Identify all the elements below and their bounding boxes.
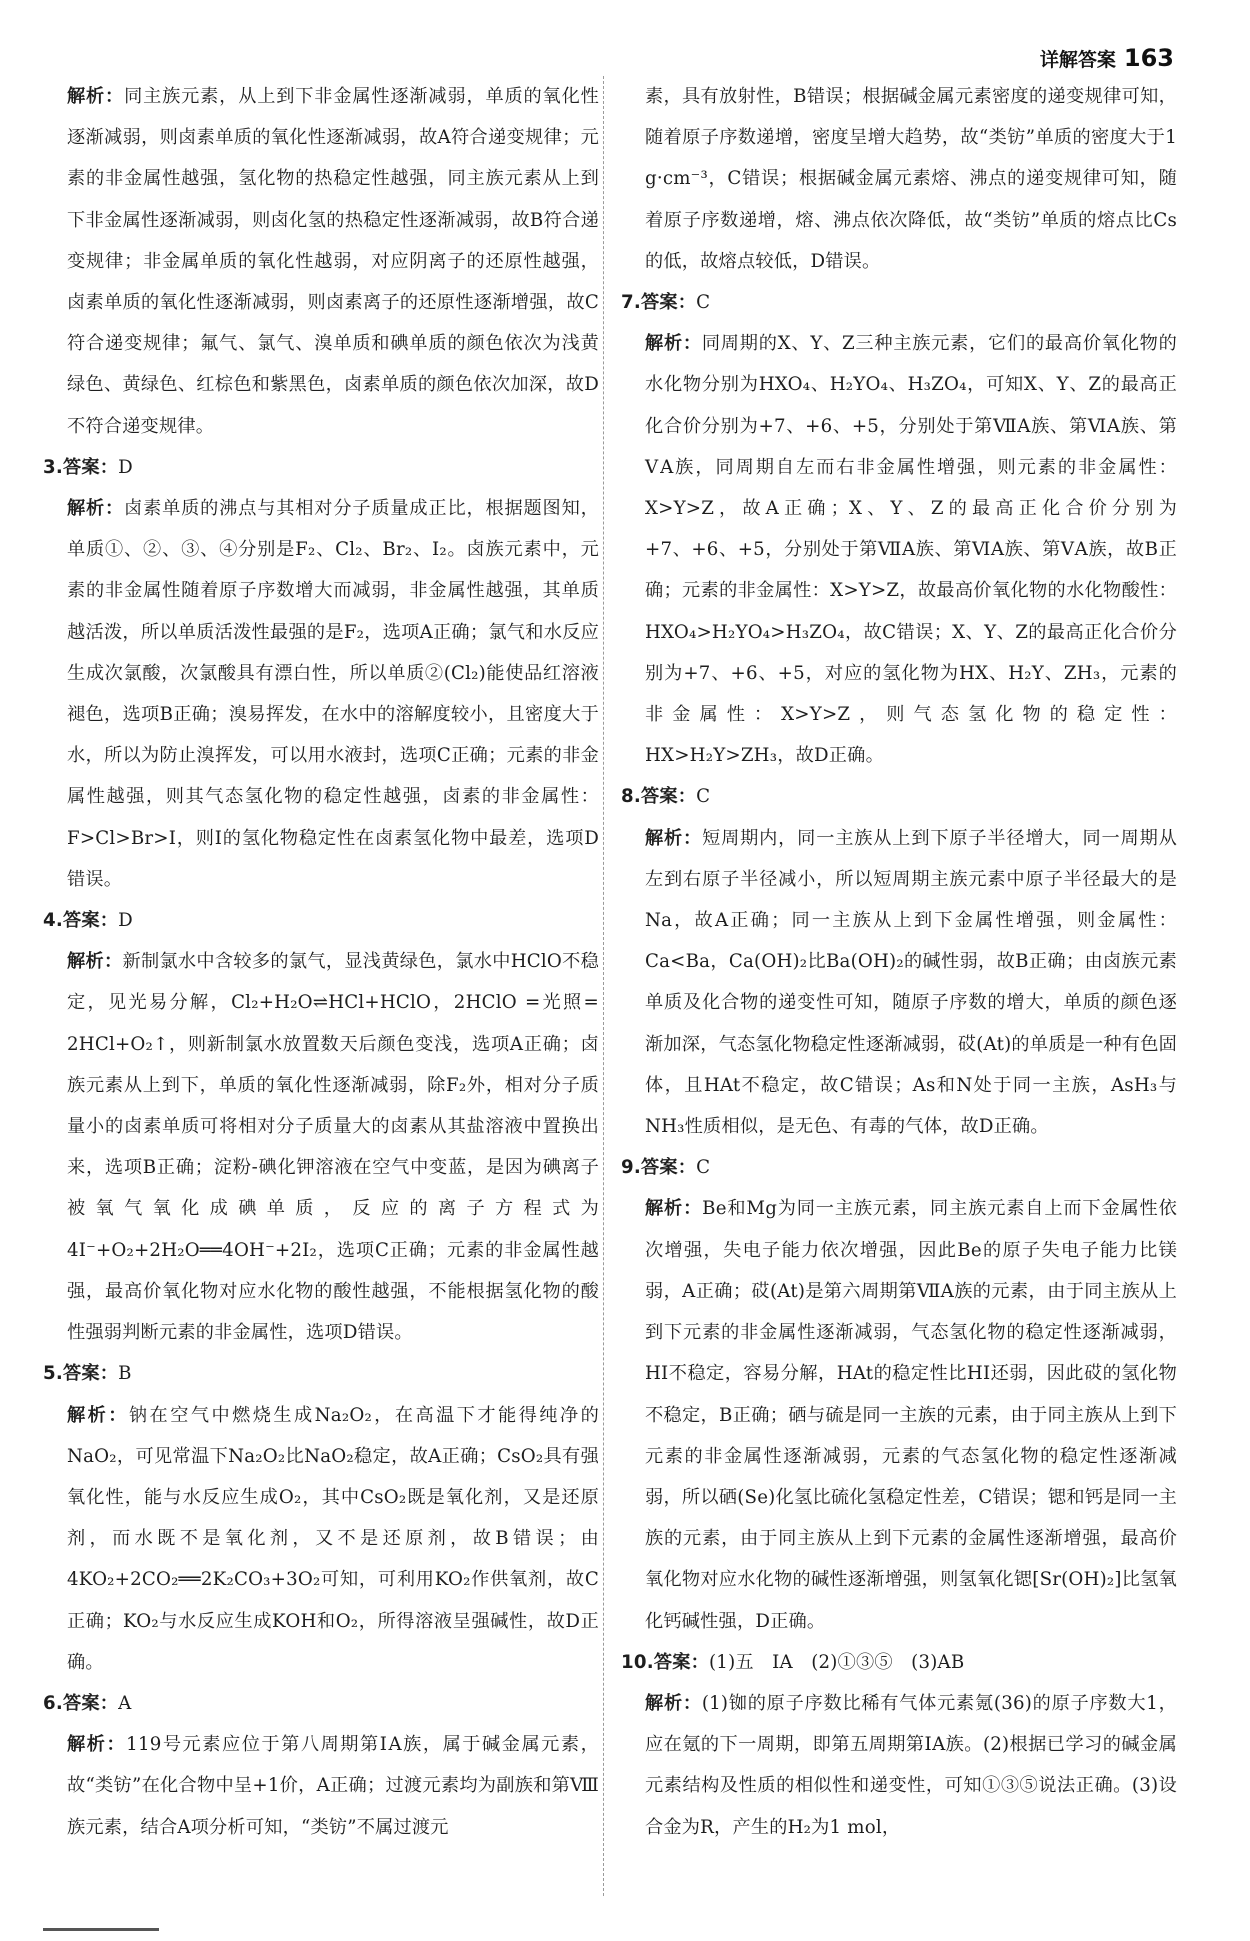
explanation-label: 解析： [67,498,125,520]
answer-value: C [696,786,711,808]
answer-line-3 [43,447,599,488]
answer-line-7 [621,282,1177,323]
explanation-label: 解析： [645,827,703,849]
question-number: 3. [43,456,63,478]
explanation-label: 解析： [645,333,702,355]
answer-label: 答案： [640,786,697,808]
answer-value: D [118,456,133,478]
explanation-text: Be和Mg为同一主族元素，同主族元素自上而下金属性依次增强，失电子能力依次增强，因此Be的原子失电子能力比镁弱，A正确；砹(At)是第六周期第ⅦA族的元素，由于同主族从上到下元素的非金属性逐渐减弱，气态氢化物的稳定性逐渐减弱，HI不稳定，容易分解，HAt的稳定性比HI还弱，因此砹的氢化物不稳定，B正确；硒与硫是同一主族的元素，由于同主族从上到下元素的非金属性逐渐减弱，元素的气态氢化物的稳定性逐渐减弱，所以硒(Se)化氢比硫化氢稳定性差，C错误；锶和钙是同一主族的元素，由于同主族从上到下元素的金属性逐渐增强，最高价氧化物对应水化物的碱性逐渐增强，则氢氧化锶[Sr(OH)₂]比氢氧化钙碱性强，D正确。 [645,1198,1177,1632]
explanation-paragraph [621,818,1177,1148]
explanation-continuation [621,76,1177,282]
explanation-text: 119号元素应位于第八周期第ⅠA族，属于碱金属元素，故“类钫”在化合物中呈+1价，A正确；过渡元素均为副族和第Ⅷ族元素，结合A项分析可知，“类钫”不属过渡元 [67,1734,600,1838]
explanation-label: 解析： [67,86,125,107]
explanation-text: 同周期的X、Y、Z三种主族元素，它们的最高价氧化物的水化物分别为HXO₄、H₂YO₄、H₃ZO₄，可知X、Y、Z的最高正化合价分别为+7、+6、+5，分别处于第ⅦA族、第ⅥA族、第ⅤA族，同周期自左而右非金属性增强，则元素的非金属性：X>Y>Z，故A正确；X、Y、Z的最高正化合价分别为+7、+6、+5，分别处于第ⅦA族、第ⅥA族、第ⅤA族，故B正确；元素的非金属性：X>Y>Z，故最高价氧化物的水化物酸性：HXO₄>H₂YO₄>H₃ZO₄，故C错误；X、Y、Z的最高正化合价分别为+7、+6、+5，对应的氢化物为HX、H₂Y、ZH₃，元素的非金属性：X>Y>Z，则气态氢化物的稳定性：HX>H₂Y>ZH₃，故D正确。 [645,333,1177,767]
question-number: 9. [621,1157,641,1179]
footer-rule [43,1928,159,1931]
column-divider [603,76,604,1896]
explanation-paragraph [621,323,1177,776]
question-number: 8. [621,786,641,808]
explanation-text: 素，具有放射性，B错误；根据碱金属元素密度的递变规律可知，随着原子序数递增，密度呈增大趋势，故“类钫”单质的密度大于1 g·cm⁻³，C错误；根据碱金属元素熔、沸点的递变规律可知，随着原子序数递增，熔、沸点依次降低，故“类钫”单质的熔点比Cs的低，故熔点较低，D错误。 [645,86,1177,272]
answer-label: 答案： [653,1651,709,1673]
page-number: 163 [1123,44,1174,72]
answer-line-10 [621,1642,1177,1683]
answer-line-4 [43,900,599,941]
answer-label: 答案： [62,910,119,932]
left-column [43,76,599,1848]
question-number: 4. [43,910,63,932]
explanation-paragraph [43,941,599,1353]
answer-label: 答案： [62,1692,119,1714]
answer-value: (1)五 ⅠA (2)①③⑤ (3)AB [709,1651,965,1673]
explanation-paragraph [43,488,599,900]
question-number: 7. [621,292,641,314]
explanation-text: 卤素单质的沸点与其相对分子质量成正比，根据题图知，单质①、②、③、④分别是F₂、Cl₂、Br₂、I₂。卤族元素中，元素的非金属性随着原子序数增大而减弱，非金属性越强，其单质越活泼，所以单质活泼性最强的是F₂，选项A正确；氯气和水反应生成次氯酸，次氯酸具有漂白性，所以单质②(Cl₂)能使品红溶液褪色，选项B正确；溴易挥发，在水中的溶解度较小，且密度大于水，所以为防止溴挥发，可以用水液封，选项C正确；元素的非金属性越强，则其气态氢化物的稳定性越强，卤素的非金属性：F>Cl>Br>I，则I的氢化物稳定性在卤素氢化物中最差，选项D错误。 [67,498,599,890]
explanation-label: 解析： [67,1404,129,1426]
answer-value: C [696,1157,711,1179]
explanation-paragraph [43,1724,599,1848]
explanation-label: 解析： [67,1734,127,1756]
page-header [1040,44,1174,72]
explanation-paragraph [43,1395,599,1683]
answer-line-8 [621,776,1177,817]
explanation-paragraph [43,76,599,447]
answer-line-6 [43,1683,599,1724]
explanation-label: 解析： [67,951,123,973]
answer-line-9 [621,1147,1177,1188]
answer-label: 答案： [62,456,119,478]
answer-label: 答案： [640,292,697,314]
answer-value: D [118,910,133,932]
explanation-paragraph [621,1683,1177,1848]
answer-value: B [118,1363,132,1385]
question-number: 6. [43,1692,63,1714]
explanation-text: 同主族元素，从上到下非金属性逐渐减弱，单质的氧化性逐渐减弱，则卤素单质的氧化性逐渐减弱，故A符合递变规律；元素的非金属性越强，氢化物的热稳定性越强，同主族元素从上到下非金属性逐渐减弱，则卤化氢的热稳定性逐渐减弱，故B符合递变规律；非金属单质的氧化性越弱，对应阴离子的还原性越强，卤素单质的氧化性逐渐减弱，则卤素离子的还原性逐渐增强，故C符合递变规律；氟气、氯气、溴单质和碘单质的颜色依次为浅黄绿色、黄绿色、红棕色和紫黑色，卤素单质的颜色依次加深，故D不符合递变规律。 [67,86,599,437]
explanation-text: 新制氯水中含较多的氯气，显浅黄绿色，氯水中HClO不稳定，见光易分解，Cl₂+H₂O⇌HCl+HClO，2HClO =光照= 2HCl+O₂↑，则新制氯水放置数天后颜色变浅，选项A正确；卤族元素从上到下，单质的氧化性逐渐减弱，除F₂外，相对分子质量小的卤素单质可将相对分子质量大的卤素从其盐溶液中置换出来，选项B正确；淀粉-碘化钾溶液在空气中变蓝，是因为碘离子被氧气氧化成碘单质，反应的离子方程式为4I⁻+O₂+2H₂O══4OH⁻+2I₂，选项C正确；元素的非金属性越强，最高价氧化物对应水化物的酸性越强，不能根据氢化物的酸性强弱判断元素的非金属性，选项D错误。 [67,951,599,1344]
right-column [621,76,1177,1848]
explanation-text: 短周期内，同一主族从上到下原子半径增大，同一周期从左到右原子半径减小，所以短周期主族元素中原子半径最大的是Na，故A正确；同一主族从上到下金属性增强，则金属性：Ca<Ba，Ca(OH)₂比Ba(OH)₂的碱性弱，故B正确；由卤族元素单质及化合物的递变性可知，随原子序数的增大，单质的颜色逐渐加深，气态氢化物稳定性逐渐减弱，砹(At)的单质是一种有色固体，且HAt不稳定，故C错误；As和N处于同一主族，AsH₃与NH₃性质相似，是无色、有毒的气体，故D正确。 [645,827,1177,1138]
answer-value: C [696,292,711,314]
answer-line-5 [43,1353,599,1394]
explanation-text: (1)铷的原子序数比稀有气体元素氪(36)的原子序数大1，应在氪的下一周期，即第五周期第ⅠA族。(2)根据已学习的碱金属元素结构及性质的相似性和递变性，可知①③⑤说法正确。(3)设合金为R，产生的H₂为1 mol， [645,1692,1177,1838]
explanation-label: 解析： [645,1692,702,1714]
answer-label: 答案： [62,1363,119,1385]
explanation-label: 解析： [645,1198,703,1220]
answer-label: 答案： [640,1157,697,1179]
explanation-paragraph [621,1188,1177,1641]
answer-value: A [118,1692,132,1714]
question-number: 10. [621,1651,654,1673]
header-title: 详解答案 [1039,49,1116,71]
explanation-text: 钠在空气中燃烧生成Na₂O₂，在高温下才能得纯净的NaO₂，可见常温下Na₂O₂比NaO₂稳定，故A正确；CsO₂具有强氧化性，能与水反应生成O₂，其中CsO₂既是氧化剂，又是还原剂，而水既不是氧化剂，又不是还原剂，故B错误；由4KO₂+2CO₂══2K₂CO₃+3O₂可知，可利用KO₂作供氧剂，故C正确；KO₂与水反应生成KOH和O₂，所得溶液呈强碱性，故D正确。 [67,1404,599,1673]
question-number: 5. [43,1363,63,1385]
